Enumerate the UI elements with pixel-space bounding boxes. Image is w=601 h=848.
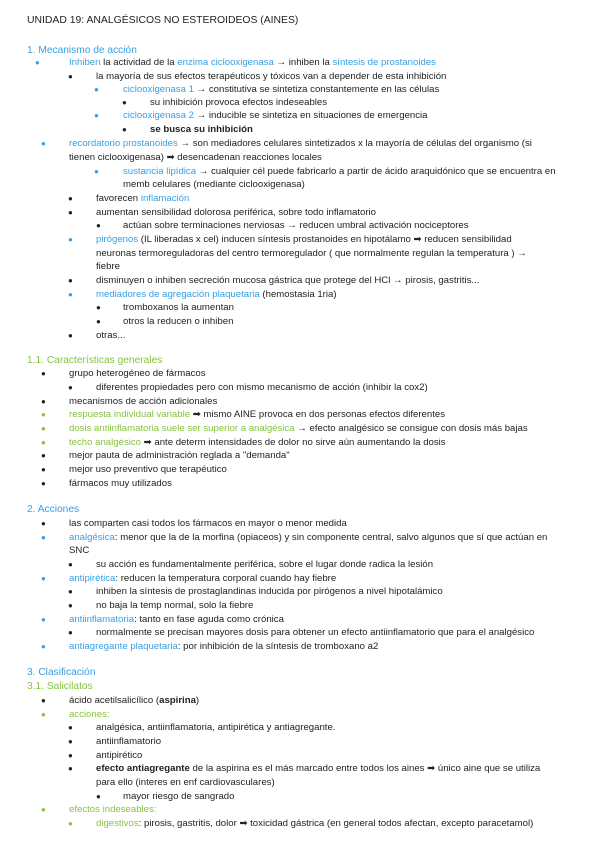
list-item: favorecen inflamación bbox=[96, 193, 190, 204]
bullet-icon: ● bbox=[68, 194, 73, 203]
list-item: mejor uso preventivo que terapéutico bbox=[69, 464, 227, 475]
list-item-continuation: tienen ciclooxigenasa) ➡ desencadenan reacciones locales bbox=[69, 152, 322, 163]
list-item: digestivos: pirosis, gastritis, dolor ➡ toxicidad gástrica (en general todos afectan, excepto paracetamol) bbox=[96, 818, 534, 829]
bullet-icon: ● bbox=[41, 451, 46, 460]
list-item-continuation: SNC bbox=[69, 545, 90, 556]
bullet-icon: ● bbox=[41, 438, 46, 447]
section-heading-salicilatos: 3.1. Salicilatos bbox=[27, 681, 93, 692]
list-item: mejor pauta de administración reglada a "demanda" bbox=[69, 450, 290, 461]
list-item: antipirético bbox=[96, 750, 143, 761]
list-item: ciclooxigenasa 1 → constitutiva se sintetiza constantemente en las células bbox=[123, 84, 440, 95]
list-item-continuation: fiebre bbox=[96, 261, 120, 272]
bullet-icon: ● bbox=[68, 587, 73, 596]
bullet-icon: ● bbox=[68, 737, 73, 746]
bullet-icon: ● bbox=[41, 397, 46, 406]
list-item: acciones: bbox=[69, 709, 110, 720]
bullet-icon: ● bbox=[68, 601, 73, 610]
bullet-icon: ● bbox=[68, 72, 73, 81]
bullet-icon: ● bbox=[68, 560, 73, 569]
list-item-continuation: para ello (interes en enf cardiovasculares) bbox=[96, 777, 275, 788]
bullet-icon: ● bbox=[68, 628, 73, 637]
list-item: sustancia lipídica → cualquier cél puede fabricarlo a partir de ácido araquidónico que se encuentra en bbox=[123, 166, 556, 177]
bullet-icon: ● bbox=[94, 111, 99, 120]
list-item: tromboxanos la aumentan bbox=[123, 302, 234, 313]
bullet-icon: ● bbox=[68, 208, 73, 217]
list-item: ciclooxigenasa 2 → inducible se sintetiza en situaciones de emergencia bbox=[123, 110, 428, 121]
bullet-icon: ● bbox=[68, 751, 73, 760]
bullet-icon: ● bbox=[68, 383, 73, 392]
bullet-icon: ● bbox=[41, 465, 46, 474]
bullet-icon: ● bbox=[41, 139, 46, 148]
page-title: UNIDAD 19: ANALGÉSICOS NO ESTEROIDEOS (AINES) bbox=[27, 15, 299, 26]
list-item: antiinflamatoria: tanto en fase aguda como crónica bbox=[69, 614, 284, 625]
list-item: grupo heterogéneo de fármacos bbox=[69, 368, 206, 379]
bullet-icon: ● bbox=[41, 533, 46, 542]
list-item: otros la reducen o inhiben bbox=[123, 316, 234, 327]
list-item: aumentan sensibilidad dolorosa periférica, sobre todo inflamatorio bbox=[96, 207, 376, 218]
bullet-icon: ● bbox=[41, 696, 46, 705]
bullet-icon: ● bbox=[96, 303, 101, 312]
list-item: efectos indeseables: bbox=[69, 804, 157, 815]
bullet-icon: ● bbox=[41, 424, 46, 433]
list-item: Inhiben la actividad de la enzima ciclooxigenasa → inhiben la síntesis de prostanoides bbox=[69, 57, 436, 68]
list-item: recordatorio prostanoides → son mediadores celulares sintetizados x la mayoría de células del organismo (si bbox=[69, 138, 532, 149]
bullet-icon: ● bbox=[41, 574, 46, 583]
list-item: techo analgésico ➡ ante determ intensidades de dolor no sirve aún aumentando la dosis bbox=[69, 437, 446, 448]
list-item: las comparten casi todos los fármacos en mayor o menor medida bbox=[69, 518, 347, 529]
bullet-icon: ● bbox=[68, 276, 73, 285]
list-item: antiinflamatorio bbox=[96, 736, 162, 747]
bullet-icon: ● bbox=[96, 792, 101, 801]
list-item: fármacos muy utilizados bbox=[69, 478, 172, 489]
bullet-icon: ● bbox=[94, 167, 99, 176]
bullet-icon: ● bbox=[68, 331, 73, 340]
list-item: efecto antiagregante de la aspirina es el más marcado entre todos los aines ➡ único aine que se utiliza bbox=[96, 763, 541, 774]
list-item: mayor riesgo de sangrado bbox=[123, 791, 235, 802]
list-item: otras... bbox=[96, 330, 126, 341]
list-item: mecanismos de acción adicionales bbox=[69, 396, 218, 407]
list-item: diferentes propiedades pero con mismo mecanismo de acción (inhibir la cox2) bbox=[96, 382, 428, 393]
bullet-icon: ● bbox=[41, 615, 46, 624]
list-item: antiagregante plaquetaria: por inhibición de la síntesis de tromboxano a2 bbox=[69, 641, 379, 652]
bullet-icon: ● bbox=[96, 317, 101, 326]
list-item: respuesta individual variable ➡ mismo AINE provoca en dos personas efectos diferentes bbox=[69, 409, 445, 420]
bullet-icon: ● bbox=[122, 98, 127, 107]
bullet-icon: ● bbox=[41, 519, 46, 528]
list-item: inhiben la síntesis de prostaglandinas inducida por pirógenos a nivel hipotalámico bbox=[96, 586, 443, 597]
list-item: la mayoría de sus efectos terapéuticos y tóxicos van a depender de esta inhibición bbox=[96, 71, 447, 82]
bullet-icon: ● bbox=[35, 58, 40, 67]
list-item: actúan sobre terminaciones nerviosas → reducen umbral activación nociceptores bbox=[123, 220, 469, 231]
list-item: normalmente se precisan mayores dosis para obtener un efecto antiinflamatorio que para el analgésico bbox=[96, 627, 535, 638]
list-item: pirógenos (IL liberadas x cel) inducen síntesis prostanoides en hipotálamo ➡ reducen sensibilidad bbox=[96, 234, 512, 245]
bullet-icon: ● bbox=[41, 710, 46, 719]
section-heading-caracteristicas: 1.1. Características generales bbox=[27, 355, 163, 366]
section-heading-acciones: 2. Acciones bbox=[27, 504, 80, 515]
list-item: dosis antiinflamatoria suele ser superior a analgésica → efecto analgésico se consigue con dosis más bajas bbox=[69, 423, 528, 434]
list-item: ácido acetilsalicílico (aspirina) bbox=[69, 695, 200, 706]
bullet-icon: ● bbox=[96, 221, 101, 230]
bullet-icon: ● bbox=[41, 479, 46, 488]
section-heading-mecanismo: 1. Mecanismo de acción bbox=[27, 45, 137, 56]
list-item: su acción es fundamentalmente periférica, sobre el lugar donde radica la lesión bbox=[96, 559, 434, 570]
section-heading-clasificacion: 3. Clasificación bbox=[27, 667, 96, 678]
bullet-icon: ● bbox=[68, 764, 73, 773]
list-item-continuation: memb celulares (mediante ciclooxigenasa) bbox=[123, 179, 305, 190]
list-item: disminuyen o inhiben secreción mucosa gástrica que protege del HCl → pirosis, gastritis... bbox=[96, 275, 480, 286]
bullet-icon: ● bbox=[68, 723, 73, 732]
list-item-continuation: neuronas termoreguladoras del centro termoregulador ( que normalmente regulan la temperatura ) → bbox=[96, 248, 527, 259]
list-item: analgésica: menor que la de la morfina (opiaceos) y sin componente central, salvo algunos que sí que actúan en bbox=[69, 532, 548, 543]
list-item: antipirética: reducen la temperatura corporal cuando hay fiebre bbox=[69, 573, 337, 584]
bullet-icon: ● bbox=[122, 125, 127, 134]
bullet-icon: ● bbox=[41, 410, 46, 419]
list-item: analgésica, antiinflamatoria, antipirética y antiagregante. bbox=[96, 722, 336, 733]
bullet-icon: ● bbox=[41, 805, 46, 814]
bullet-icon: ● bbox=[41, 642, 46, 651]
bullet-icon: ● bbox=[94, 85, 99, 94]
bullet-icon: ● bbox=[41, 369, 46, 378]
bullet-icon: ● bbox=[68, 235, 73, 244]
list-item: no baja la temp normal, solo la fiebre bbox=[96, 600, 254, 611]
bullet-icon: ● bbox=[68, 290, 73, 299]
list-item: su inhibición provoca efectos indeseables bbox=[150, 97, 328, 108]
bullet-icon: ● bbox=[68, 819, 73, 828]
list-item: mediadores de agregación plaquetaria (hemostasia 1ria) bbox=[96, 289, 337, 300]
list-item: se busca su inhibición bbox=[150, 124, 253, 135]
